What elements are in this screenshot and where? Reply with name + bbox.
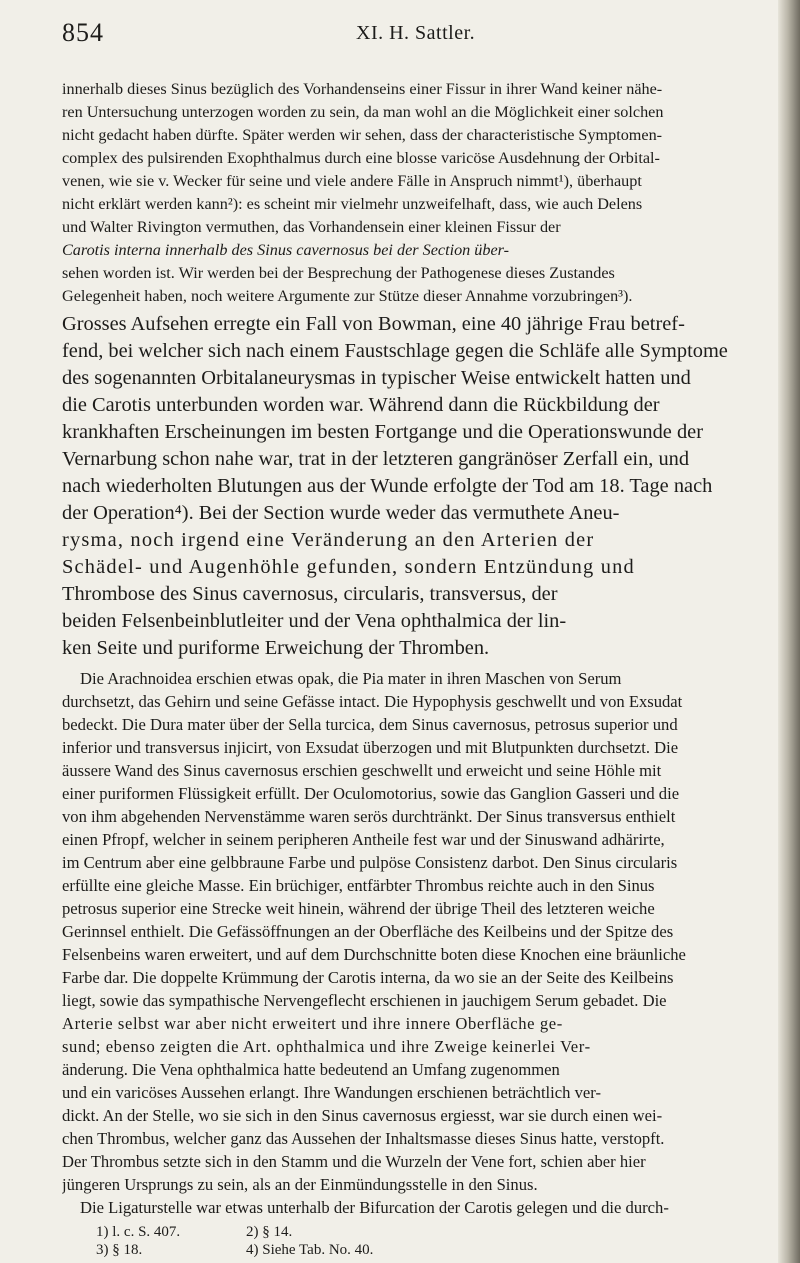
body-line: Carotis interna innerhalb des Sinus cavernosus bei der Section über- [62,241,510,259]
case-line: Grosses Aufsehen erregte ein Fall von Bowman, eine 40 jährige Frau betref- [62,313,685,335]
body-line: Gelegenheit haben, noch weitere Argumente zur Stütze dieser Annahme vorzubringen³). [62,287,633,305]
case-line: des sogenannten Orbitalaneurysmas in typischer Weise entwickelt hatten und [62,367,691,389]
body-line: sehen worden ist. Wir werden bei der Besprechung der Pathogenese dieses Zustandes [62,264,615,282]
footnote: 4) Siehe Tab. No. 40. [246,1242,374,1258]
detail-line: sund; ebenso zeigten die Art. ophthalmica und ihre Zweige keinerlei Ver- [62,1037,591,1056]
body-line: ren Untersuchung unterzogen worden zu sein, da man wohl an die Möglichkeit einer solchen [62,103,664,121]
detail-line: im Centrum aber eine gelbbraune Farbe und pulpöse Consistenz darbot. Den Sinus circularis [62,853,678,872]
detail-line: Arterie selbst war aber nicht erweitert und ihre innere Oberfläche ge- [62,1014,563,1033]
detail-line: erfüllte eine gleiche Masse. Ein brüchiger, entfärbter Thrombus reichte auch in den Sinus [62,876,655,895]
case-line: fend, bei welcher sich nach einem Faustschlage gegen die Schläfe alle Symptome [62,340,728,362]
detail-line: Gerinnsel enthielt. Die Gefässöffnungen an der Oberfläche des Keilbeins und der Spitze des [62,922,674,941]
body-line: nicht gedacht haben dürfte. Später werden wir sehen, dass der characteristische Symptomen- [62,126,663,144]
detail-line: chen Thrombus, welcher ganz das Aussehen der Inhaltsmasse dieses Sinus hatte, verstopft. [62,1129,665,1148]
detail-line: einen Pfropf, welcher in seinem peripheren Antheile fest war und der Sinuswand adhärirte, [62,830,665,849]
body-line: complex des pulsirenden Exophthalmus durch eine blosse varicöse Ausdehnung der Orbital- [62,149,660,167]
body-line: nicht erklärt werden kann²): es scheint mir vielmehr unzweifelhaft, dass, wie auch Delens [62,195,643,213]
detail-line: durchsetzt, das Gehirn und seine Gefässe intact. Die Hypophysis geschwellt und von Exsudat [62,692,683,711]
case-line: Thrombose des Sinus cavernosus, circularis, transversus, der [62,583,558,605]
running-head: XI. H. Sattler. [356,22,476,44]
footnotes [96,1224,596,1263]
detail-line: petrosus superior eine Strecke weit hinein, während der übrige Theil des letzteren weiche [62,899,655,918]
detail-line: von ihm abgehenden Nervenstämme waren serös durchtränkt. Der Sinus transversus enthielt [62,807,676,826]
footnote: 2) § 14. [246,1224,293,1240]
detail-line: Der Thrombus setzte sich in den Stamm und die Wurzeln der Vene fort, schien aber hier [62,1152,646,1171]
footnote: 3) § 18. [96,1242,143,1258]
case-line: ken Seite und puriforme Erweichung der Thromben. [62,637,490,659]
case-line: beiden Felsenbeinblutleiter und der Vena ophthalmica der lin- [62,610,567,632]
case-line: rysma, noch irgend eine Veränderung an den Arterien der [62,529,595,551]
detail-line: änderung. Die Vena ophthalmica hatte bedeutend an Umfang zugenommen [62,1060,560,1079]
detail-line: jüngeren Ursprungs zu sein, als an der Einmündungsstelle in den Sinus. [62,1175,538,1194]
body-line: und Walter Rivington vermuthen, das Vorhandensein einer kleinen Fissur der [62,218,561,236]
footnote: 1) l. c. S. 407. [96,1224,181,1240]
detail-line: Die Ligaturstelle war etwas unterhalb der Bifurcation der Carotis gelegen und die durch- [80,1198,669,1217]
page-edge [778,0,800,1263]
body-line: innerhalb dieses Sinus bezüglich des Vorhandenseins einer Fissur in ihrer Wand keiner nähe- [62,80,663,98]
page-header [62,18,762,58]
case-line: Schädel- und Augenhöhle gefunden, sondern Entzündung und [62,556,635,578]
case-line: die Carotis unterbunden worden war. Während dann die Rückbildung der [62,394,660,416]
case-line: krankhaften Erscheinungen im besten Fortgange und die Operationswunde der [62,421,703,443]
page-number: 854 [62,18,104,47]
detail-line: Farbe dar. Die doppelte Krümmung der Carotis interna, da wo sie an der Seite des Keilbeins [62,968,674,987]
detail-line: liegt, sowie das sympathische Nervengeflecht erschienen in jauchigem Serum gebadet. Die [62,991,667,1010]
detail-line: bedeckt. Die Dura mater über der Sella turcica, dem Sinus cavernosus, petrosus superior und [62,715,678,734]
detail-line: äussere Wand des Sinus cavernosus erschien geschwellt und erweicht und seine Höhle mit [62,761,662,780]
case-line: Vernarbung schon nahe war, trat in der letzteren gangränöser Zerfall ein, und [62,448,690,470]
detail-line: Felsenbeins waren erweitert, und auf dem Durchschnitte boten diese Knochen eine bräunliche [62,945,686,964]
detail-line: Die Arachnoidea erschien etwas opak, die Pia mater in ihren Maschen von Serum [80,669,622,688]
body-line: venen, wie sie v. Wecker für seine und viele andere Fälle in Anspruch nimmt¹), überhaupt [62,172,642,190]
detail-line: dickt. An der Stelle, wo sie sich in den Sinus cavernosus ergiesst, war sie durch einen wei- [62,1106,663,1125]
case-line: der Operation⁴). Bei der Section wurde weder das vermuthete Aneu- [62,502,620,524]
detail-line: und ein varicöses Aussehen erlangt. Ihre Wandungen erschienen beträchtlich ver- [62,1083,601,1102]
detail-line: inferior und transversus injicirt, von Exsudat überzogen und mit Blutpunkten durchsetzt. Die [62,738,679,757]
case-line: nach wiederholten Blutungen aus der Wunde erfolgte der Tod am 18. Tage nach [62,475,713,497]
detail-line: einer puriformen Flüssigkeit erfüllt. Der Oculomotorius, sowie das Ganglion Gasseri und die [62,784,680,803]
